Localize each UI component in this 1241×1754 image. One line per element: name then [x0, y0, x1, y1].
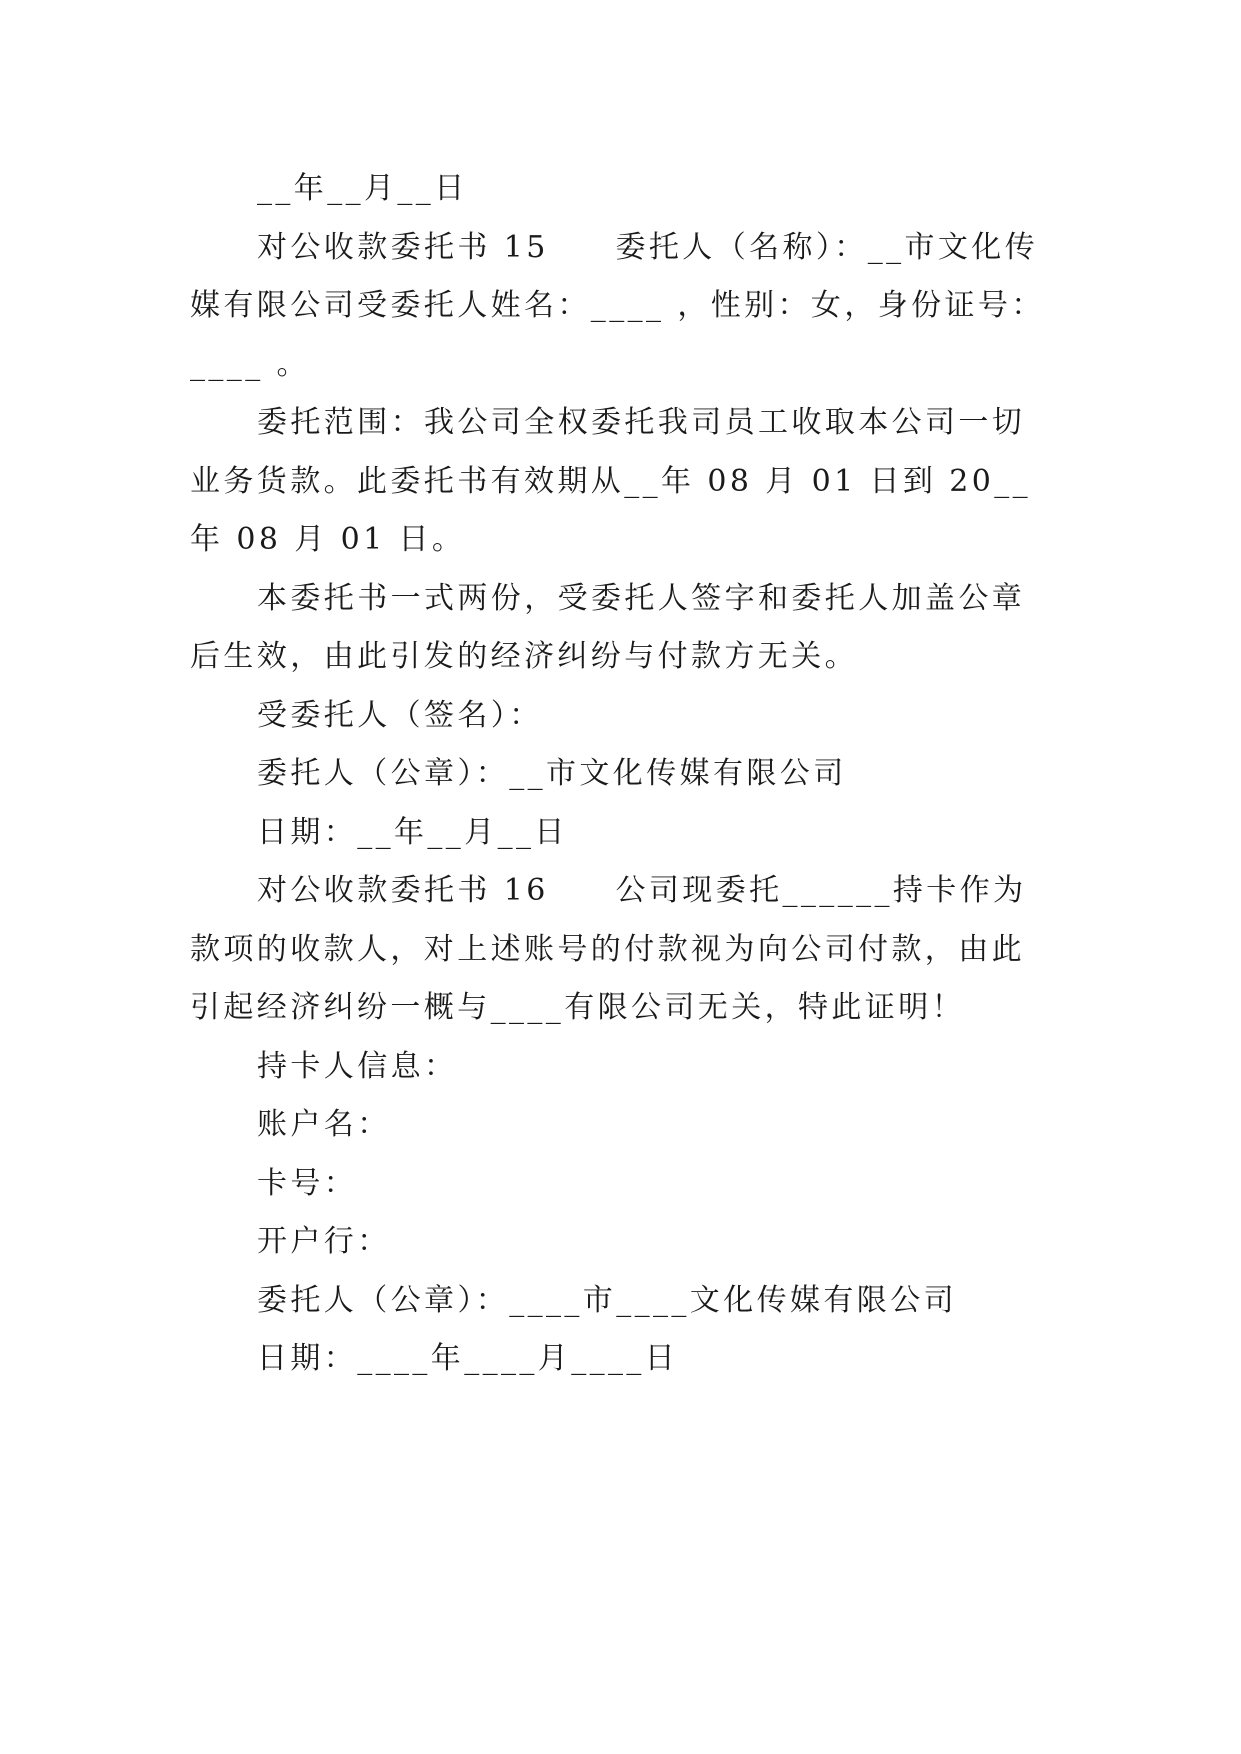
date-line: 日期：____年____月____日: [257, 1341, 679, 1376]
card-number-label: 卡号：: [257, 1165, 358, 1201]
trustee-signature-line: 受委托人（签名）：: [257, 697, 543, 733]
date-line: 日期：__年__月__日: [257, 814, 568, 850]
cardholder-info-label: 持卡人信息：: [257, 1048, 458, 1084]
bank-label: 开户行：: [257, 1224, 391, 1259]
principal-seal-line: 委托人（公章）：____市____文化传媒有限公司: [257, 1282, 957, 1318]
letter-16-heading-paragraph: 对公收款委托书 16 公司现委托______持卡作为款项的收款人，对上述账号的付款视为向公司付款，由此引起经济纠纷一概与____有限公司无关，特此证明！: [190, 873, 1027, 1025]
scope-paragraph: 委托范围：我公司全权委托我司员工收取本公司一切业务货款。此委托书有效期从__年 08 月 01 日到 20__年 08 月 01 日。: [190, 405, 1032, 557]
principal-seal-line: 委托人（公章）：__市文化传媒有限公司: [257, 756, 847, 791]
document-body: [190, 160, 1052, 1389]
validity-paragraph: 本委托书一式两份，受委托人签字和委托人加盖公章后生效，由此引发的经济纠纷与付款方无关。: [190, 580, 1026, 674]
letter-15-heading-paragraph: 对公收款委托书 15 委托人（名称）：__市文化传媒有限公司受委托人姓名：____ ，性别：女，身份证号：____ 。: [190, 229, 1045, 382]
account-name-label: 账户名：: [257, 1107, 391, 1142]
date-line: __年__月__日: [257, 171, 468, 206]
